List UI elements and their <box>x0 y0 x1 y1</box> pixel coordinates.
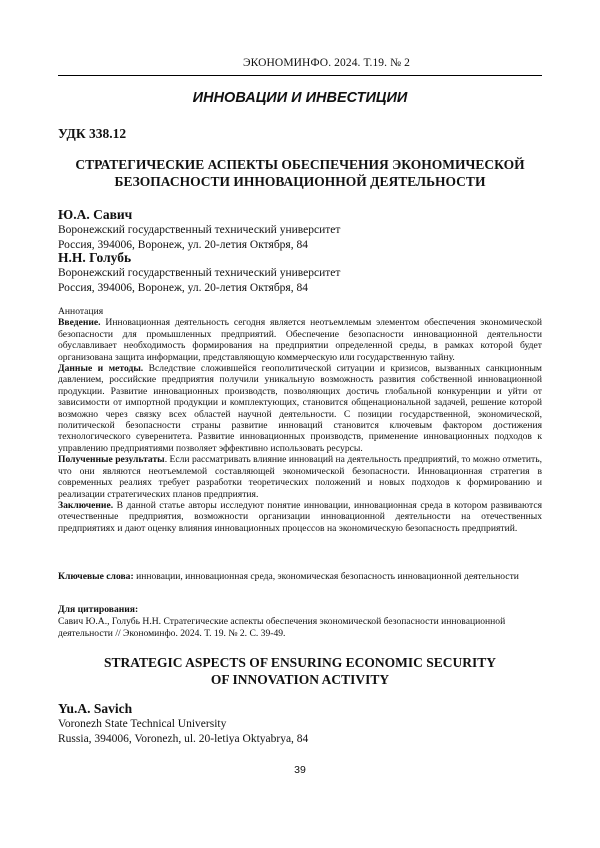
page-number: 39 <box>294 764 306 776</box>
author-address-en: Russia, 394006, Voronezh, ul. 20-letiya Oktyabrya, 84 <box>58 733 309 745</box>
citation-text: Савич Ю.А., Голубь Н.Н. Стратегические аспекты обеспечения экономической безопасности инновационной деятельности // Экономинфо. 2024. Т. 19. № 2. С. 39-49. <box>58 616 506 639</box>
abstract-methods <box>58 363 542 454</box>
author-name-en: Yu.A. Savich <box>58 701 133 716</box>
author-affiliation-en: Voronezh State Technical University <box>58 718 227 730</box>
running-header: ЭКОНОМИНФО. 2024. Т.19. № 2 <box>242 57 410 69</box>
abstract-conclusion-text: В данной статье авторы исследуют понятие инновации, инновационная среда в котором развиваются отечественные предприятия, возможности организации инновационной деятельности на отечественных предприятиях и дают оценку влияния инновационных процессов на экономическую безопасность предприятий. <box>58 499 542 534</box>
author-affiliation: Воронежский государственный технический университет <box>58 224 341 236</box>
section-title: ИННОВАЦИИ И ИНВЕСТИЦИИ <box>192 90 408 106</box>
abstract-methods-label: Данные и методы. <box>58 363 144 375</box>
author-block-2 <box>58 249 542 296</box>
abstract-conclusion <box>58 500 542 534</box>
header-divider <box>58 75 542 76</box>
keywords-label: Ключевые слова: <box>58 571 134 582</box>
author-block-en <box>58 700 542 747</box>
abstract-methods-text: Вследствие сложившейся геополитической ситуации и кризисов, вызванных санкционным давлением, российские предприятия получили уникальную возможность развития собственной инновационной продукции. Развитие инновационных производств, позволяющих достичь глобальной конкуренции и уйти от зависимости от импортной продукции и комплектующих, становится общенациональной задачей, решение которой возможно через связку всех областей научной деятельности. С позиции государственной, экономической, политической безопасности страны развитие инноваций становится ключевым фактором достижения технологического суверенитета. Развитие инновационных производств, применение инновационных подходов к управлению предприятиями позволяет эффективно использовать ресурсы. <box>58 363 542 454</box>
abstract-introduction-text: Инновационная деятельность сегодня является неотъемлемым элементом обеспечения экономической безопасности для промышленных предприятий. Обеспечение безопасности инновационной деятельности обуславливает необходимость формирования на предприятии определенной среды, в рамках которой будет организована защита информации, представляющую коммерческую или государственную тайну. <box>58 317 542 363</box>
citation-label: Для цитирования: <box>58 604 139 615</box>
abstract-conclusion-label: Заключение. <box>58 499 114 511</box>
article-title-en <box>40 654 560 688</box>
article-title-en-line2: OF INNOVATION ACTIVITY <box>210 672 390 687</box>
abstract-introduction-label: Введение. <box>58 317 101 329</box>
article-title-ru <box>40 156 560 190</box>
author-name: Ю.А. Савич <box>58 207 133 222</box>
abstract-results-text: . Если рассматривать влияние инноваций на деятельность предприятий, то можно отметить, что они являются неотъемлемой составляющей экономической безопасности. Инновационная стратегия в современных реалиях требует разработки теоретических положений и новых подходов к формированию и реализации стратегических планов предприятия. <box>58 454 542 500</box>
keywords-text: инновации, инновационная среда, экономическая безопасность инновационной деятельности <box>133 571 519 582</box>
author-name: Н.Н. Голубь <box>58 250 132 265</box>
abstract-results <box>58 454 542 500</box>
author-address: Россия, 394006, Воронеж, ул. 20-летия Октября, 84 <box>58 282 308 294</box>
abstract-heading: Аннотация <box>58 306 104 317</box>
author-affiliation: Воронежский государственный технический университет <box>58 267 341 279</box>
abstract-results-label: Полученные результаты <box>58 454 165 466</box>
article-title-en-line1: STRATEGIC ASPECTS OF ENSURING ECONOMIC SECURITY <box>104 655 496 670</box>
udk-code: УДК 338.12 <box>58 126 127 141</box>
author-address: Россия, 394006, Воронеж, ул. 20-летия Октября, 84 <box>58 239 308 251</box>
abstract <box>58 306 542 534</box>
abstract-introduction <box>58 317 542 363</box>
article-title-ru-line2: БЕЗОПАСНОСТИ ИННОВАЦИОННОЙ ДЕЯТЕЛЬНОСТИ <box>114 174 486 189</box>
keywords <box>58 571 542 583</box>
author-block-1 <box>58 206 542 253</box>
article-title-ru-line1: СТРАТЕГИЧЕСКИЕ АСПЕКТЫ ОБЕСПЕЧЕНИЯ ЭКОНОМИЧЕСКОЙ <box>75 157 525 172</box>
citation <box>58 604 542 640</box>
